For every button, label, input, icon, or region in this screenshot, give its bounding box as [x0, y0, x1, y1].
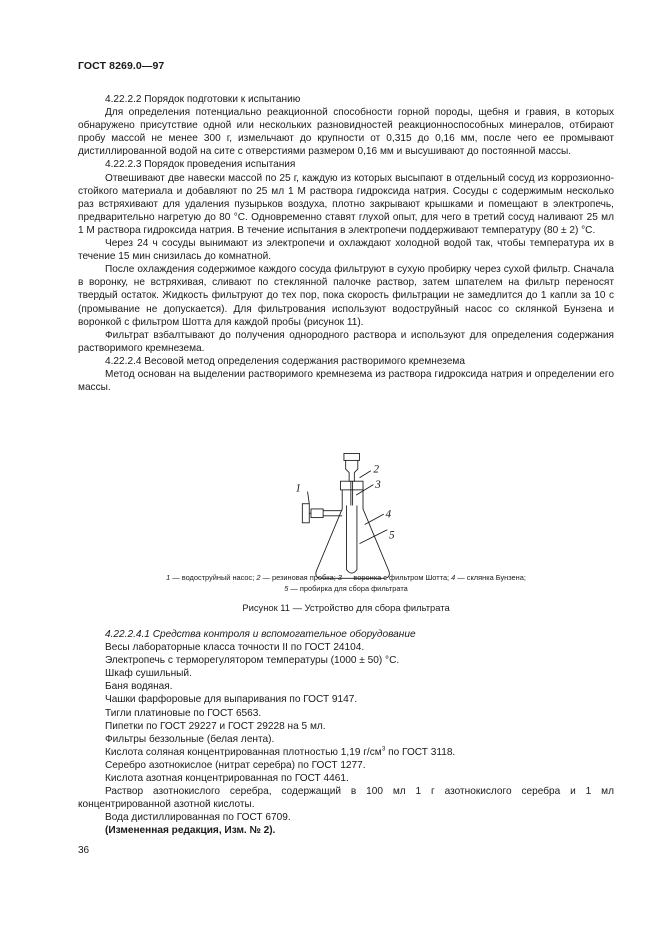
- equipment-list: [78, 628, 614, 838]
- figure-legend: [78, 572, 614, 594]
- equipment-item: Серебро азотнокислое (нитрат серебра) по ГОСТ 1277.: [105, 759, 366, 771]
- water-jet-pump: [311, 509, 323, 518]
- equipment-item: Тигли платиновые по ГОСТ 6563.: [105, 707, 262, 719]
- acid-superscript: 3: [381, 745, 386, 753]
- equipment-item: Весы лабораторные класса точности II по ГОСТ 24104.: [105, 642, 365, 654]
- apparatus-drawing: [0, 450, 661, 580]
- legend-num: 2: [256, 573, 261, 582]
- paragraph: Через 24 ч сосуды вынимают из электропечи и охлаждают холодной водой так, чтобы температура их в течение 15 мин снизилась до комнатной.: [78, 238, 614, 263]
- paragraph: Для определения потенциально реакционной способности горной породы, щебня и гравия, в которых обнаружено присутствие одной или нескольких разновидностей реакционноспособных минералов, отбирают пробу массой не менее 300 г, измельчают до крупности от 0,315 до 0,16 мм, после чего ее промывают дистиллированной водой на сите с отверстиями размером 0,16 мм и высушивают до постоянной массы.: [78, 107, 614, 158]
- equipment-item: Вода дистиллированная по ГОСТ 6709.: [105, 812, 291, 824]
- legend-text: — водоструйный насос;: [170, 573, 257, 582]
- equipment-item: Электропечь с терморегулятором температуры (1000 ± 50) °С.: [105, 655, 400, 667]
- figure-label-3: 3: [375, 479, 381, 492]
- section-heading: 4.22.2.4 Весовой метод определения содержания растворимого кремнезема: [105, 355, 465, 367]
- paragraph: После охлаждения содержимое каждого сосуда фильтруют в сухую пробирку через сухой фильтр. Сначала в воронку, не встряхивая, сливают по стеклянной палочке раствор, затем шпателем на фильтр переносят твердый остаток. Жидкость фильтруют до тех пор, пока скорость фильтрации не замедлится до 1 капли за 10 с (промывание не допускается). Для фильтрования используют водоструйный насос со склянкой Бунзена и воронкой с фильтром Шотта для каждой пробы (рисунок 11).: [78, 264, 614, 328]
- equipment-heading: 4.22.2.4.1 Средства контроля и вспомогательное оборудование: [105, 629, 416, 640]
- acid-text-end: по ГОСТ 3118.: [385, 746, 456, 758]
- paragraph: Отвешивают две навески массой по 25 г, каждую из которых высыпают в отдельный сосуд из коррозионно-стойкого материала и добавляют по 25 мл 1 М раствора гидроксида натрия. Сосуды с содержимым несколько раз встряхивают для удаления пузырьков воздуха, плотно закрывают крышками и помещают в электропечь, предварительно нагретую до 80 °С. Одновременно ставят глухой опыт, для чего в третий сосуд наливают 25 мл 1 М раствора гидроксида натрия. В течение испытания в электропечи поддерживают температуру (80 ± 2) °С.: [78, 172, 614, 236]
- section-heading: 4.22.2.2 Порядок подготовки к испытанию: [105, 94, 301, 105]
- figure-label-1: 1: [295, 482, 302, 495]
- test-tube: [347, 505, 357, 573]
- standard-header: ГОСТ 8269.0—97: [78, 60, 165, 72]
- legend-num: 5: [284, 584, 289, 593]
- paragraph: Метод основан на выделении растворимого кремнезема из раствора гидроксида натрия и определении его массы.: [78, 368, 614, 394]
- page-number: 36: [78, 845, 90, 856]
- section-heading: 4.22.2.3 Порядок проведения испытания: [105, 159, 296, 171]
- legend-text: — пробирка для сбора фильтрата: [288, 584, 408, 593]
- revision-note: (Измененная редакция, Изм. № 2).: [105, 825, 276, 837]
- legend-num: 4: [451, 573, 456, 582]
- equipment-item: Пипетки по ГОСТ 29227 и ГОСТ 29228 на 5 мл.: [105, 720, 326, 732]
- schott-funnel: [346, 459, 358, 482]
- figure-label-4: 4: [385, 508, 392, 521]
- equipment-item: Чашки фарфоровые для выпаривания по ГОСТ 9147.: [105, 694, 358, 706]
- equipment-item: Раствор азотнокислого серебра, содержащий в 100 мл 1 г азотнокислого серебра и 1 мл концентрированной азотной кислоты.: [78, 786, 614, 811]
- figure-title: Рисунок 11 — Устройство для сбора фильтрата: [242, 602, 450, 613]
- figure-label-2: 2: [373, 463, 380, 476]
- equipment-item: Шкаф сушильный.: [105, 668, 192, 680]
- filtrate-apparatus-figure: [0, 450, 661, 580]
- legend-num: 1: [166, 573, 171, 582]
- legend-text: — воронка с фильтром Шотта;: [341, 573, 452, 582]
- rubber-stopper: [340, 481, 363, 490]
- equipment-item: Фильтры беззольные (белая лента).: [105, 733, 275, 745]
- legend-num: 3: [337, 573, 342, 582]
- legend-text: — склянка Бунзена;: [455, 573, 526, 582]
- acid-text: Кислота соляная концентрированная плотностью 1,19 г/см: [105, 746, 382, 758]
- equipment-item: Баня водяная.: [105, 681, 173, 693]
- equipment-item-acid: [78, 746, 614, 759]
- body-text: [78, 93, 614, 394]
- figure-label-5: 5: [389, 529, 395, 542]
- paragraph: Фильтрат взбалтывают до получения однородного раствора и используют для определения содержания растворимого кремнезема.: [78, 329, 614, 354]
- equipment-item: Кислота азотная концентрированная по ГОСТ 4461.: [105, 773, 349, 785]
- legend-text: — резиновая пробка;: [260, 573, 338, 582]
